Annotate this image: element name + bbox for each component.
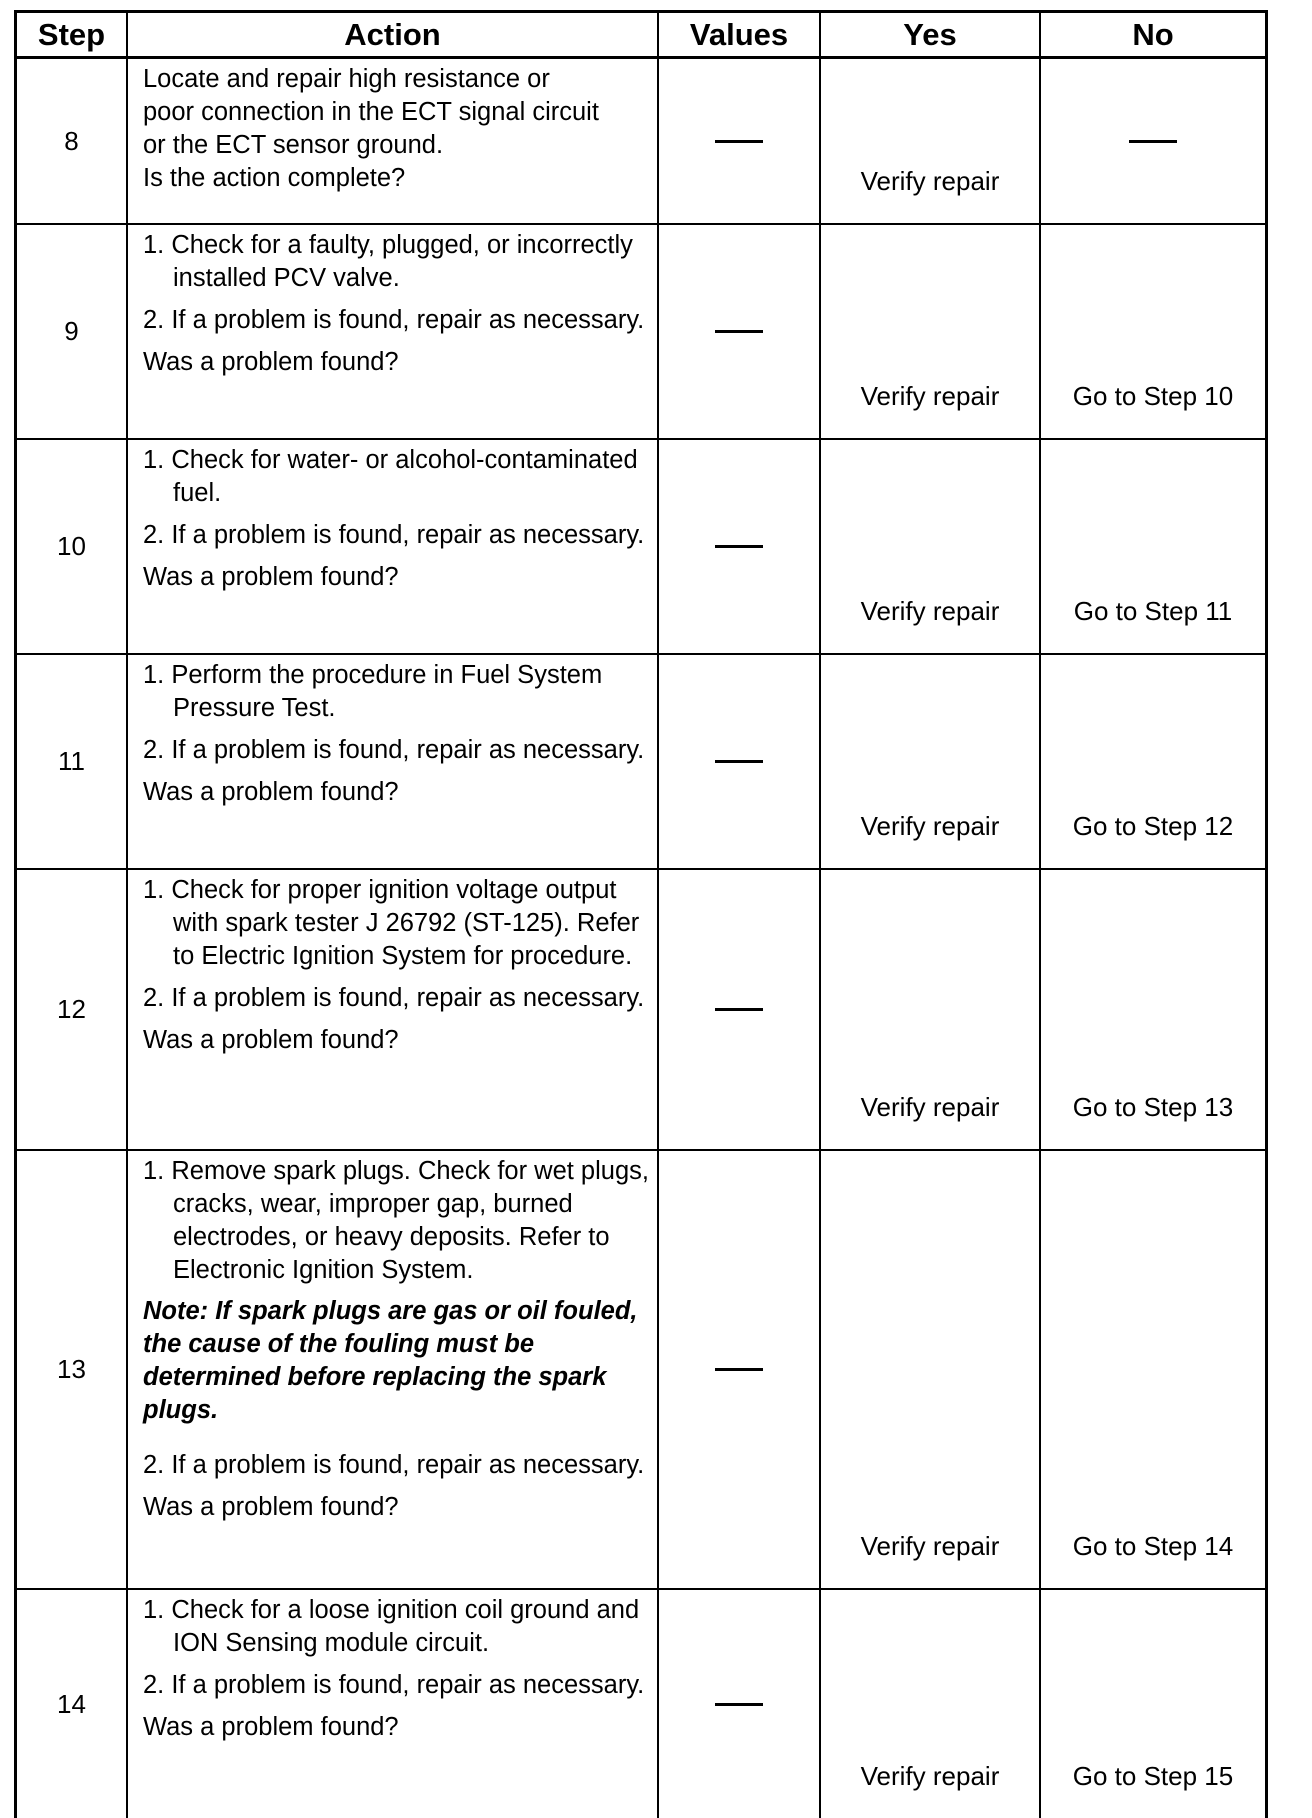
- no-result: Go to Step 13: [1072, 1092, 1234, 1122]
- action-cell: [128, 1590, 659, 1818]
- action-line: poor connection in the ECT signal circuit: [143, 98, 599, 126]
- values-cell: [659, 59, 821, 225]
- step-number: 9: [17, 225, 128, 440]
- action-cell: [128, 225, 659, 440]
- yes-cell: [821, 1590, 1041, 1818]
- yes-result: Verify repair: [860, 166, 1000, 196]
- no-result: Go to Step 15: [1072, 1761, 1234, 1791]
- no-cell: [1041, 225, 1265, 440]
- header-yes: Yes: [821, 13, 1041, 59]
- action-item: 2. If a problem is found, repair as necessary.: [143, 1451, 645, 1479]
- yes-cell: [821, 59, 1041, 225]
- no-cell: [1041, 59, 1265, 225]
- yes-cell: [821, 655, 1041, 870]
- header-action: Action: [128, 13, 659, 59]
- action-question: Was a problem found?: [143, 563, 399, 591]
- no-cell: [1041, 440, 1265, 655]
- values-dash: [715, 330, 763, 333]
- values-cell: [659, 225, 821, 440]
- step-number: 13: [17, 1151, 128, 1590]
- values-cell: [659, 440, 821, 655]
- no-result: Go to Step 11: [1073, 596, 1233, 626]
- values-cell: [659, 1151, 821, 1590]
- no-result: Go to Step 12: [1072, 811, 1234, 841]
- values-cell: [659, 1590, 821, 1818]
- step-number: 11: [17, 655, 128, 870]
- yes-result: Verify repair: [860, 1761, 1000, 1791]
- yes-result: Verify repair: [860, 596, 1000, 626]
- no-result: Go to Step 14: [1072, 1531, 1234, 1561]
- no-cell: [1041, 1590, 1265, 1818]
- values-dash: [715, 545, 763, 548]
- no-result: Go to Step 10: [1072, 381, 1234, 411]
- values-cell: [659, 655, 821, 870]
- yes-result: Verify repair: [860, 381, 1000, 411]
- no-cell: [1041, 870, 1265, 1151]
- action-item: 1. Remove spark plugs. Check for wet plugs, cracks, wear, improper gap, burned electrodes, or heavy deposits. Refer to Electronic Ignition System.: [143, 1157, 649, 1284]
- step-number: 14: [17, 1590, 128, 1818]
- no-cell: [1041, 655, 1265, 870]
- action-cell: [128, 59, 659, 225]
- header-step: Step: [17, 13, 128, 59]
- action-line: Locate and repair high resistance or: [143, 65, 550, 93]
- yes-cell: [821, 870, 1041, 1151]
- action-question: Was a problem found?: [143, 778, 399, 806]
- action-cell: [128, 1151, 659, 1590]
- action-item: 1. Perform the procedure in Fuel System Pressure Test.: [143, 661, 603, 722]
- yes-result: Verify repair: [860, 811, 1000, 841]
- action-item: 1. Check for proper ignition voltage output with spark tester J 26792 (ST-125). Refer to Electric Ignition System for procedure.: [143, 876, 640, 970]
- action-cell: [128, 655, 659, 870]
- action-item: 1. Check for a loose ignition coil ground and ION Sensing module circuit.: [143, 1596, 640, 1657]
- values-dash: [715, 1703, 763, 1706]
- header-no: No: [1041, 13, 1265, 59]
- yes-result: Verify repair: [860, 1092, 1000, 1122]
- yes-cell: [821, 1151, 1041, 1590]
- step-number: 10: [17, 440, 128, 655]
- action-question: Was a problem found?: [143, 1713, 399, 1741]
- step-number: 12: [17, 870, 128, 1151]
- action-question: Was a problem found?: [143, 348, 399, 376]
- step-number: 8: [17, 59, 128, 225]
- action-item: 2. If a problem is found, repair as necessary.: [143, 521, 645, 549]
- action-item: 1. Check for water- or alcohol-contaminated fuel.: [143, 446, 638, 507]
- action-line: or the ECT sensor ground.: [143, 131, 444, 159]
- yes-result: Verify repair: [860, 1531, 1000, 1561]
- action-item: 2. If a problem is found, repair as necessary.: [143, 306, 645, 334]
- yes-cell: [821, 440, 1041, 655]
- values-dash: [715, 140, 763, 143]
- action-question: Was a problem found?: [143, 1026, 399, 1054]
- action-item: 2. If a problem is found, repair as necessary.: [143, 1671, 645, 1699]
- no-cell: [1041, 1151, 1265, 1590]
- values-dash: [715, 1008, 763, 1011]
- action-item: 2. If a problem is found, repair as necessary.: [143, 984, 645, 1012]
- action-question: Is the action complete?: [143, 164, 406, 192]
- values-cell: [659, 870, 821, 1151]
- values-dash: [715, 1368, 763, 1371]
- action-item: 1. Check for a faulty, plugged, or incorrectly installed PCV valve.: [143, 231, 633, 292]
- values-dash: [715, 760, 763, 763]
- no-dash: [1129, 140, 1177, 143]
- action-cell: [128, 440, 659, 655]
- action-cell: [128, 870, 659, 1151]
- diagnostic-table: [14, 10, 1268, 1818]
- action-note: Note: If spark plugs are gas or oil fouled, the cause of the fouling must be determined before replacing the spark plugs.: [143, 1297, 638, 1424]
- action-item: 2. If a problem is found, repair as necessary.: [143, 736, 645, 764]
- yes-cell: [821, 225, 1041, 440]
- action-question: Was a problem found?: [143, 1493, 399, 1521]
- header-values: Values: [659, 13, 821, 59]
